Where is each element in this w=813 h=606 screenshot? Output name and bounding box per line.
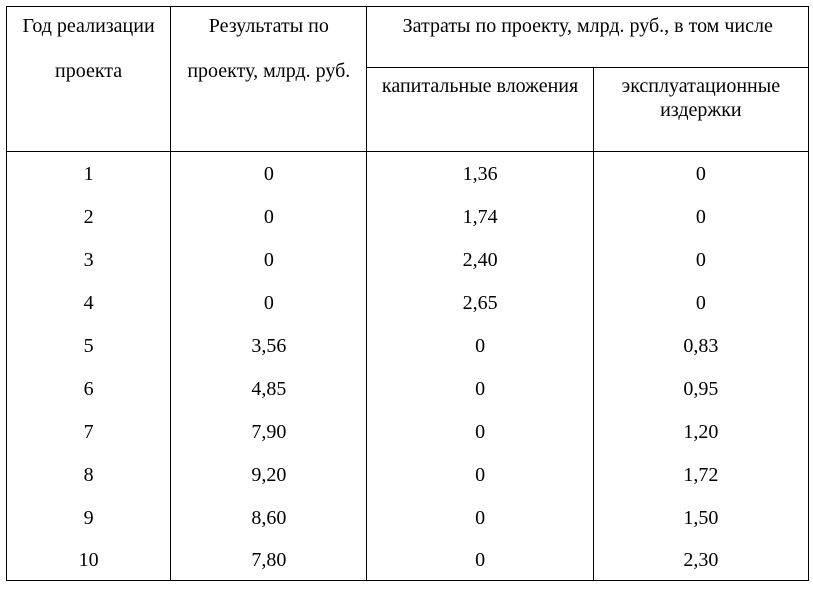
- table-row: [7, 152, 809, 196]
- header-results-line2: проекту, млрд. руб.: [187, 60, 351, 82]
- project-costs-table: [6, 6, 809, 581]
- cell-operating: 2,30: [593, 539, 808, 581]
- cell-capital: 2,65: [367, 281, 593, 324]
- cell-operating: 0: [593, 281, 808, 324]
- table-row: [7, 453, 809, 496]
- cell-results: 7,80: [171, 539, 367, 581]
- cell-capital: 0: [367, 453, 593, 496]
- cell-year: 9: [7, 496, 171, 539]
- cell-results: 9,20: [171, 453, 367, 496]
- cell-capital: 0: [367, 410, 593, 453]
- cell-capital: 0: [367, 324, 593, 367]
- cell-capital: 0: [367, 496, 593, 539]
- cell-year: 2: [7, 195, 171, 238]
- table-row: [7, 281, 809, 324]
- cell-year: 6: [7, 367, 171, 410]
- cell-operating: 0,95: [593, 367, 808, 410]
- cell-year: 3: [7, 238, 171, 281]
- cell-operating: 0: [593, 195, 808, 238]
- header-year-line2: проекта: [55, 60, 123, 82]
- cell-results: 0: [171, 281, 367, 324]
- table-row: [7, 195, 809, 238]
- cell-capital: 1,36: [367, 152, 593, 196]
- cell-year: 1: [7, 152, 171, 196]
- header-results-line1: Результаты по: [208, 15, 329, 37]
- cell-results: 8,60: [171, 496, 367, 539]
- table-row: [7, 496, 809, 539]
- cell-results: 0: [171, 195, 367, 238]
- cell-capital: 0: [367, 539, 593, 581]
- cell-results: 3,56: [171, 324, 367, 367]
- cell-capital: 1,74: [367, 195, 593, 238]
- table-row: [7, 410, 809, 453]
- cell-operating: 1,50: [593, 496, 808, 539]
- table-row: [7, 367, 809, 410]
- cell-operating: 0,83: [593, 324, 808, 367]
- header-capital: капитальные вложения: [367, 68, 593, 152]
- cell-year: 8: [7, 453, 171, 496]
- cell-capital: 2,40: [367, 238, 593, 281]
- cell-operating: 1,20: [593, 410, 808, 453]
- cell-results: 0: [171, 152, 367, 196]
- table-body: [7, 152, 809, 581]
- cell-operating: 1,72: [593, 453, 808, 496]
- table-row: [7, 324, 809, 367]
- cell-results: 4,85: [171, 367, 367, 410]
- cell-operating: 0: [593, 238, 808, 281]
- cell-year: 7: [7, 410, 171, 453]
- header-results: [171, 7, 367, 152]
- cell-results: 0: [171, 238, 367, 281]
- table-row: [7, 238, 809, 281]
- cell-year: 4: [7, 281, 171, 324]
- header-operating: эксплуатационные издержки: [593, 68, 808, 152]
- cell-year: 10: [7, 539, 171, 581]
- cell-capital: 0: [367, 367, 593, 410]
- table-row: [7, 539, 809, 581]
- header-year-line1: Год реализации: [22, 15, 155, 37]
- cell-results: 7,90: [171, 410, 367, 453]
- cell-operating: 0: [593, 152, 808, 196]
- header-costs: Затраты по проекту, млрд. руб., в том числе: [367, 7, 809, 68]
- header-year: [7, 7, 171, 152]
- cell-year: 5: [7, 324, 171, 367]
